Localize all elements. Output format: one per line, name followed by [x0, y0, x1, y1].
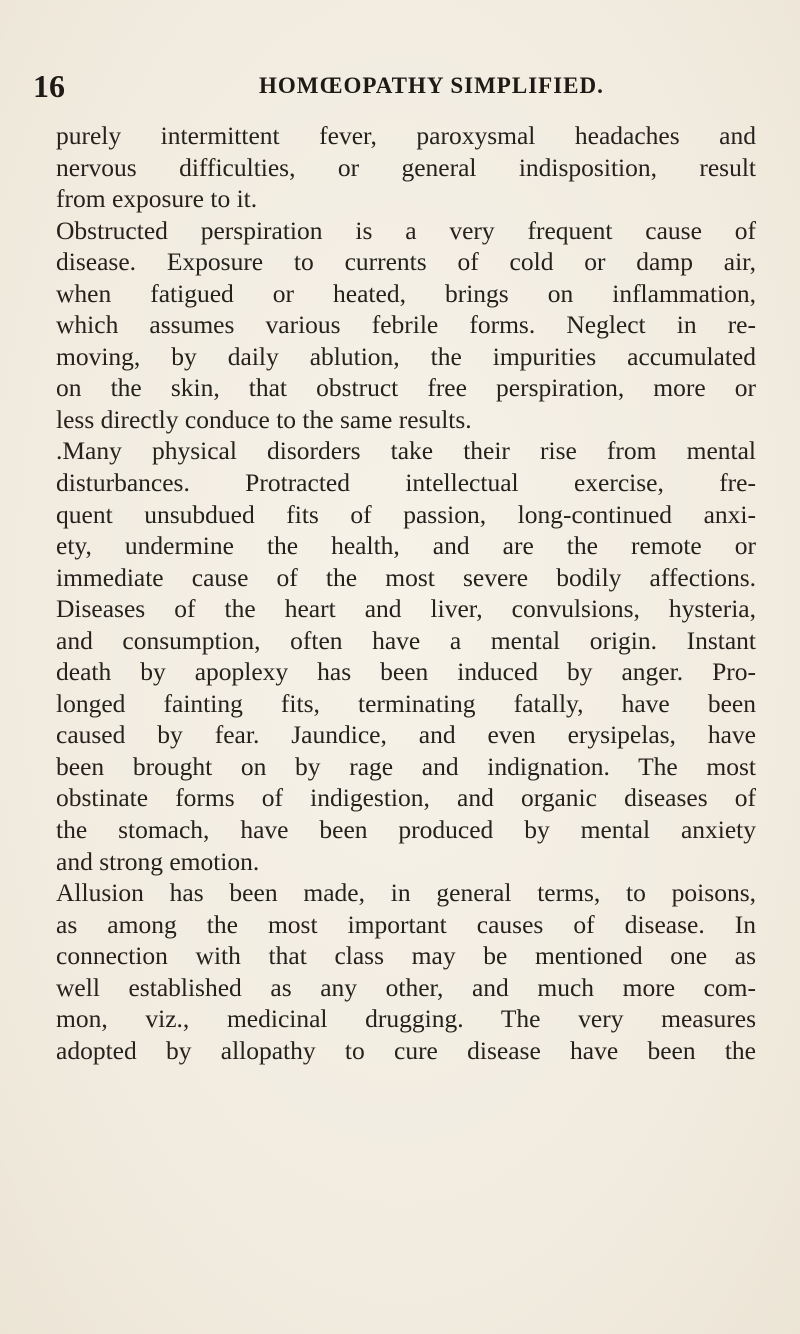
body-text [56, 120, 756, 1066]
text-line: Obstructed perspiration is a very frequent cause of [56, 215, 756, 245]
text-line: on the skin, that obstruct free perspiration, more or [56, 373, 756, 403]
text-line: and strong emotion. [56, 846, 260, 876]
running-head: HOMŒOPATHY SIMPLIFIED. [259, 73, 604, 98]
text-line: obstinate forms of indigestion, and organic diseases of [56, 783, 756, 813]
text-line: ety, undermine the health, and are the remote or [56, 531, 756, 561]
text-line: disease. Exposure to currents of cold or damp air, [56, 247, 756, 277]
text-line: as among the most important causes of disease. In [56, 909, 756, 939]
text-line: death by apoplexy has been induced by anger. Pro- [56, 657, 756, 687]
text-line: immediate cause of the most severe bodily affections. [56, 562, 756, 592]
text-line: Diseases of the heart and liver, convulsions, hysteria, [56, 594, 756, 624]
text-line: connection with that class may be mentioned one as [56, 941, 756, 971]
text-line: longed fainting fits, terminating fatally, have been [56, 688, 756, 718]
text-line: when fatigued or heated, brings on inflammation, [56, 278, 756, 308]
text-line: less directly conduce to the same results. [56, 404, 472, 434]
text-line: which assumes various febrile forms. Neglect in re- [56, 310, 756, 340]
text-line: the stomach, have been produced by mental anxiety [56, 815, 756, 845]
text-line: well established as any other, and much more com- [56, 972, 756, 1002]
page-header [33, 66, 753, 106]
text-line: and consumption, often have a mental origin. Instant [56, 625, 756, 655]
page-number: 16 [33, 68, 65, 104]
text-line: purely intermittent fever, paroxysmal headaches and [56, 121, 756, 150]
text-line: Allusion has been made, in general terms, to poisons, [56, 878, 756, 908]
text-line: adopted by allopathy to cure disease have been the [56, 1035, 756, 1065]
text-line: mon, viz., medicinal drugging. The very measures [56, 1004, 756, 1034]
text-line: .Many physical disorders take their rise from mental [56, 436, 756, 466]
text-line: been brought on by rage and indignation. The most [56, 751, 756, 781]
text-line: nervous difficulties, or general indisposition, result [56, 152, 756, 182]
text-line: caused by fear. Jaundice, and even erysipelas, have [56, 720, 756, 750]
text-line: disturbances. Protracted intellectual exercise, fre- [56, 468, 756, 498]
text-line: from exposure to it. [56, 184, 258, 214]
text-line: moving, by daily ablution, the impurities accumulated [56, 341, 756, 371]
text-line: quent unsubdued fits of passion, long-continued anxi- [56, 499, 756, 529]
